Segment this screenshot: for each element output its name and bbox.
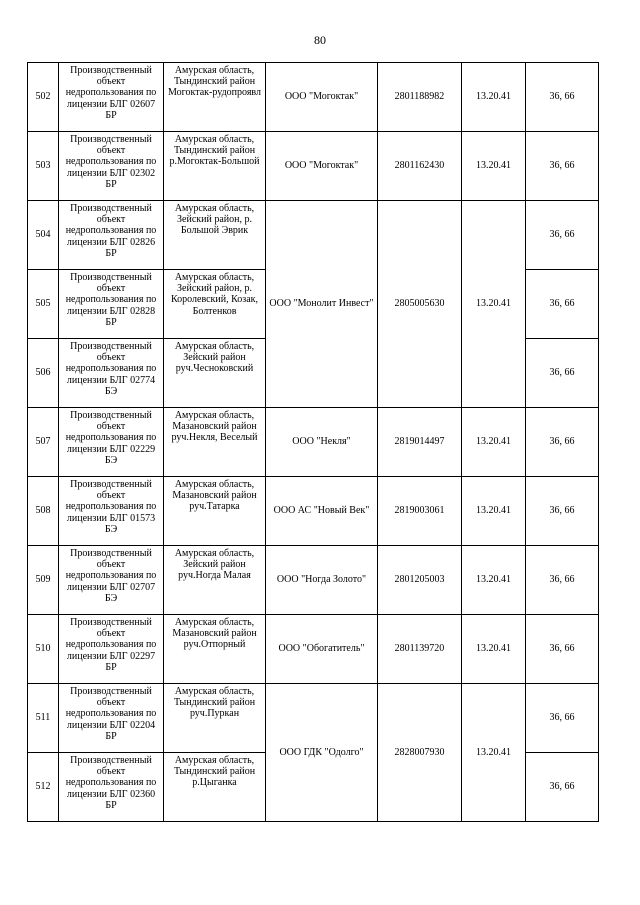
object-name: Производственный объект недропользования по лицензии БЛГ 02828 БР [59, 270, 164, 339]
location: Амурская область, Тындинский район Могоктак-рудопроявл [164, 63, 266, 132]
okved-code: 13.20.41 [462, 201, 526, 408]
row-number: 505 [28, 270, 59, 339]
row-number: 512 [28, 753, 59, 822]
table-row [28, 132, 599, 201]
organization: ООО "Могоктак" [266, 63, 378, 132]
organization: ООО "Обогатитель" [266, 615, 378, 684]
class-code: 36, 66 [526, 408, 599, 477]
class-code: 36, 66 [526, 477, 599, 546]
inn: 2805005630 [378, 201, 462, 408]
table-row [28, 546, 599, 615]
row-number: 506 [28, 339, 59, 408]
object-name: Производственный объект недропользования по лицензии БЛГ 02204 БР [59, 684, 164, 753]
row-number: 509 [28, 546, 59, 615]
object-name: Производственный объект недропользования по лицензии БЛГ 02297 БР [59, 615, 164, 684]
inn: 2801162430 [378, 132, 462, 201]
table-row [28, 615, 599, 684]
object-name: Производственный объект недропользования по лицензии БЛГ 02607 БР [59, 63, 164, 132]
location: Амурская область, Зейский район, р. Большой Эврик [164, 201, 266, 270]
table-row [28, 408, 599, 477]
inn: 2801205003 [378, 546, 462, 615]
class-code: 36, 66 [526, 132, 599, 201]
okved-code: 13.20.41 [462, 408, 526, 477]
organization: ООО "Некля" [266, 408, 378, 477]
object-name: Производственный объект недропользования по лицензии БЛГ 01573 БЭ [59, 477, 164, 546]
okved-code: 13.20.41 [462, 477, 526, 546]
organization: ООО ГДК "Одолго" [266, 684, 378, 822]
row-number: 511 [28, 684, 59, 753]
row-number: 502 [28, 63, 59, 132]
location: Амурская область, Зейский район руч.Чесноковский [164, 339, 266, 408]
table-row [28, 477, 599, 546]
location: Амурская область, Тындинский район руч.Пуркан [164, 684, 266, 753]
okved-code: 13.20.41 [462, 546, 526, 615]
table-row [28, 63, 599, 132]
class-code: 36, 66 [526, 684, 599, 753]
class-code: 36, 66 [526, 63, 599, 132]
object-name: Производственный объект недропользования по лицензии БЛГ 02707 БЭ [59, 546, 164, 615]
location: Амурская область, Мазановский район руч.Отпорный [164, 615, 266, 684]
inn: 2801188982 [378, 63, 462, 132]
object-name: Производственный объект недропользования по лицензии БЛГ 02360 БР [59, 753, 164, 822]
row-number: 503 [28, 132, 59, 201]
inn: 2819003061 [378, 477, 462, 546]
organization: ООО "Монолит Инвест" [266, 201, 378, 408]
organization: ООО "Ногда Золото" [266, 546, 378, 615]
object-name: Производственный объект недропользования по лицензии БЛГ 02774 БЭ [59, 339, 164, 408]
class-code: 36, 66 [526, 201, 599, 270]
row-number: 504 [28, 201, 59, 270]
class-code: 36, 66 [526, 546, 599, 615]
location: Амурская область, Зейский район, р. Королевский, Козак, Болтенков [164, 270, 266, 339]
location: Амурская область, Зейский район руч.Ногда Малая [164, 546, 266, 615]
class-code: 36, 66 [526, 615, 599, 684]
row-number: 507 [28, 408, 59, 477]
okved-code: 13.20.41 [462, 615, 526, 684]
inn: 2828007930 [378, 684, 462, 822]
class-code: 36, 66 [526, 753, 599, 822]
inn: 2801139720 [378, 615, 462, 684]
row-number: 510 [28, 615, 59, 684]
row-number: 508 [28, 477, 59, 546]
okved-code: 13.20.41 [462, 132, 526, 201]
organization: ООО "Могоктак" [266, 132, 378, 201]
okved-code: 13.20.41 [462, 63, 526, 132]
table-row [28, 201, 599, 270]
class-code: 36, 66 [526, 339, 599, 408]
object-name: Производственный объект недропользования по лицензии БЛГ 02229 БЭ [59, 408, 164, 477]
okved-code: 13.20.41 [462, 684, 526, 822]
organization: ООО АС "Новый Век" [266, 477, 378, 546]
object-name: Производственный объект недропользования по лицензии БЛГ 02826 БР [59, 201, 164, 270]
location: Амурская область, Мазановский район руч.Некля, Веселый [164, 408, 266, 477]
location: Амурская область, Тындинский район р.Могоктак-Большой [164, 132, 266, 201]
table-row [28, 684, 599, 753]
registry-table [27, 62, 599, 822]
inn: 2819014497 [378, 408, 462, 477]
location: Амурская область, Тындинский район р.Цыганка [164, 753, 266, 822]
class-code: 36, 66 [526, 270, 599, 339]
page-number: 80 [314, 33, 326, 47]
location: Амурская область, Мазановский район руч.Татарка [164, 477, 266, 546]
object-name: Производственный объект недропользования по лицензии БЛГ 02302 БР [59, 132, 164, 201]
